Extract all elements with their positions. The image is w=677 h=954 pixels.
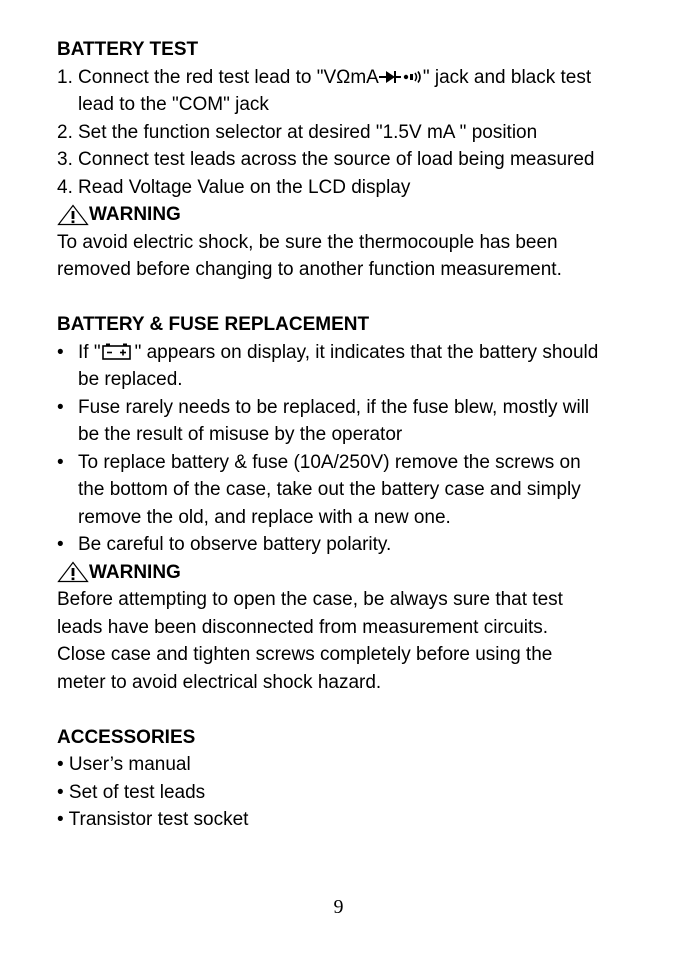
warning-heading xyxy=(57,559,657,587)
accessory-item: • User’s manual xyxy=(57,754,191,775)
bullet-icon: • xyxy=(57,451,64,473)
bullet-text: " appears on display, it indicates that the battery should xyxy=(134,341,599,363)
bullet-icon: • xyxy=(57,534,64,555)
step-text: Connect test leads across the source of load being measured xyxy=(78,149,595,170)
battery-test-steps xyxy=(57,64,657,202)
bullet-text: Be careful to observe battery polarity. xyxy=(78,534,392,555)
warning-text: Before attempting to open the case, be always sure that test xyxy=(57,589,563,610)
step-1 xyxy=(57,64,657,119)
bullet-item xyxy=(57,531,657,559)
step-number: 2. xyxy=(57,121,73,143)
step-2 xyxy=(57,119,657,147)
warning-title: WARNING xyxy=(89,561,181,583)
accessory-item: • Transistor test socket xyxy=(57,809,249,830)
warning-text: meter to avoid electrical shock hazard. xyxy=(57,671,382,693)
bullet-icon: • xyxy=(57,396,64,418)
step-text: Read Voltage Value on the LCD display xyxy=(78,176,411,198)
warning-text: Close case and tighten screws completely before using the xyxy=(57,644,553,665)
bullet-text-continued: the bottom of the case, take out the battery case and simply xyxy=(78,479,581,500)
bullet-item xyxy=(57,449,657,532)
bullet-text: Fuse rarely needs to be replaced, if the fuse blew, mostly will xyxy=(78,396,590,418)
bullet-text: If " xyxy=(78,341,101,363)
battery-test-heading: BATTERY TEST xyxy=(57,39,199,60)
accessory-item: • Set of test leads xyxy=(57,781,206,803)
warning-heading xyxy=(57,201,657,229)
accessories-heading: ACCESSORIES xyxy=(57,726,196,748)
replacement-heading: BATTERY & FUSE REPLACEMENT xyxy=(57,314,370,335)
bullet-text: To replace battery & fuse (10A/250V) remove the screws on xyxy=(78,451,581,473)
manual-page xyxy=(57,36,657,834)
bullet-text-continued: be the result of misuse by the operator xyxy=(78,424,403,445)
step-number: 3. xyxy=(57,149,73,170)
warning-text: leads have been disconnected from measurement circuits. xyxy=(57,616,549,638)
step-text: " jack and black test xyxy=(422,66,592,88)
bullet-icon: • xyxy=(57,341,64,363)
step-text-continued: lead to the "COM" jack xyxy=(78,94,269,115)
battery-icon xyxy=(101,343,135,361)
warning-title: WARNING xyxy=(89,204,181,225)
warning-text: To avoid electric shock, be sure the thermocouple has been xyxy=(57,231,558,253)
step-text: Connect the red test lead to "VΩmA xyxy=(78,66,379,88)
warning-text: removed before changing to another function measurement. xyxy=(57,259,562,280)
diode-continuity-icon xyxy=(379,70,423,84)
bullet-text-continued: be replaced. xyxy=(78,369,183,390)
step-4 xyxy=(57,174,657,202)
bullet-text-continued: remove the old, and replace with a new one. xyxy=(78,506,451,528)
bullet-item xyxy=(57,394,657,449)
step-3 xyxy=(57,146,657,174)
warning-triangle-icon xyxy=(57,204,89,226)
step-number: 1. xyxy=(57,66,73,88)
step-number: 4. xyxy=(57,176,73,198)
page-number: 9 xyxy=(333,896,344,918)
warning-triangle-icon xyxy=(57,561,89,583)
bullet-item xyxy=(57,339,657,394)
step-text: Set the function selector at desired "1.5V mA " position xyxy=(78,121,538,143)
